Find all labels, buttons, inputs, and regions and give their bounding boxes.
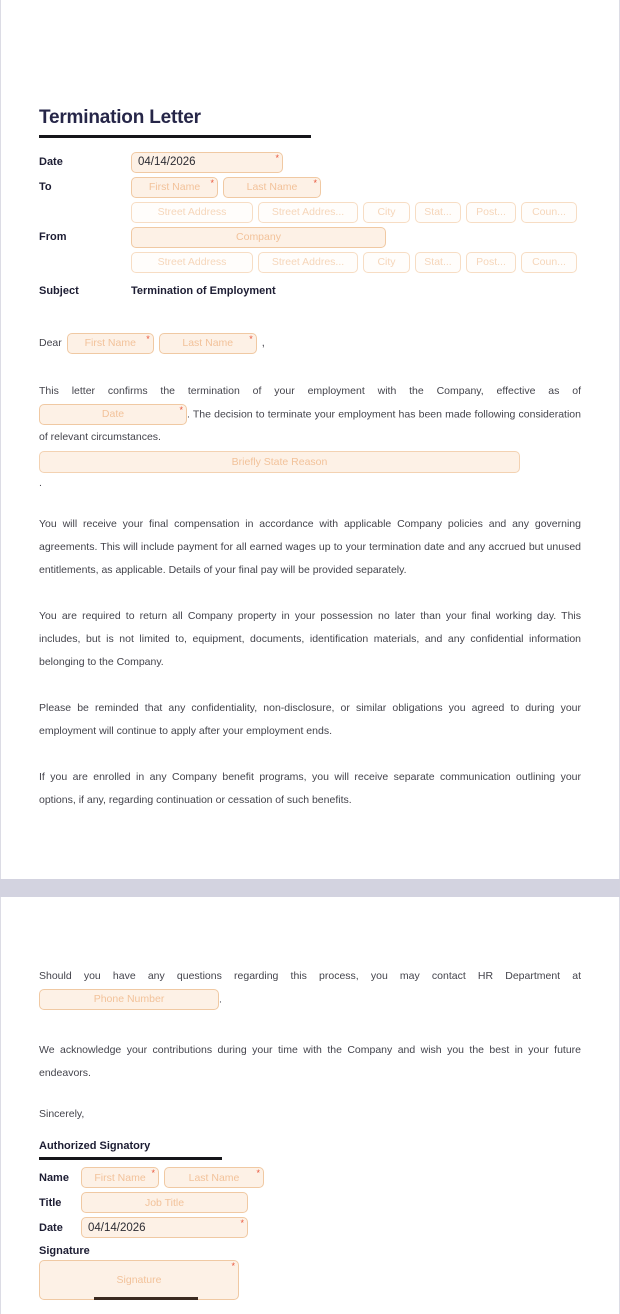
to-first-name-input[interactable] xyxy=(131,177,218,198)
to-street-address-input[interactable]: Street Address xyxy=(131,202,253,223)
from-street-address-2-input[interactable]: Street Addres... xyxy=(258,252,358,273)
date-input-value: 04/14/2026 xyxy=(138,156,196,169)
paragraph-7: We acknowledge your contributions during your time with the Company and wish you the best in your future endeavors. xyxy=(39,1044,581,1080)
paragraph-4: Please be reminded that any confidentiality, non-disclosure, or similar obligations you agreed to during your employment will continue to apply after your employment ends. xyxy=(39,702,581,738)
to-name-group xyxy=(131,177,321,198)
required-marker: * xyxy=(275,152,279,163)
from-company-group xyxy=(131,227,386,248)
signature-row-title xyxy=(39,1192,581,1213)
date-field-group xyxy=(131,152,283,173)
to-address-group xyxy=(131,202,577,223)
signature-block-heading: Authorized Signatory xyxy=(39,1140,151,1153)
field-row-date xyxy=(39,152,581,173)
signatory-last-name-placeholder: Last Name xyxy=(188,1171,240,1184)
signatory-date-group xyxy=(81,1217,248,1238)
phone-field-wrap xyxy=(39,988,219,1011)
to-country-input[interactable]: Coun... xyxy=(521,202,577,223)
title-underline xyxy=(39,135,311,138)
to-postal-code-input[interactable]: Post... xyxy=(466,202,516,223)
signatory-last-name-input[interactable] xyxy=(164,1167,264,1188)
signature-baseline xyxy=(94,1297,198,1300)
signature-row-name xyxy=(39,1167,581,1188)
salutation-last-name-placeholder: Last Name xyxy=(182,337,234,350)
phone-number-input[interactable]: Phone Number xyxy=(39,989,219,1010)
required-marker: * xyxy=(249,333,253,344)
to-last-name-input[interactable] xyxy=(223,177,321,198)
field-row-from-company xyxy=(39,227,581,248)
salutation-prefix: Dear xyxy=(39,337,62,350)
signature-pad[interactable] xyxy=(39,1260,239,1300)
field-row-to-address xyxy=(39,202,581,223)
paragraph-1 xyxy=(39,380,581,449)
signatory-date-value: 04/14/2026 xyxy=(88,1221,146,1234)
paragraph-6-text-after: . xyxy=(219,993,222,1006)
to-street-address-2-input[interactable]: Street Addres... xyxy=(258,202,358,223)
reason-input[interactable]: Briefly State Reason xyxy=(39,451,520,473)
required-marker: * xyxy=(231,1261,235,1272)
field-row-subject xyxy=(39,285,581,297)
label-to: To xyxy=(39,181,52,194)
field-row-to-name xyxy=(39,177,581,198)
signatory-title-group xyxy=(81,1192,248,1213)
from-street-address-input[interactable]: Street Address xyxy=(131,252,253,273)
required-marker: * xyxy=(151,1168,155,1179)
from-state-input[interactable]: Stat... xyxy=(415,252,461,273)
from-postal-code-input[interactable]: Post... xyxy=(466,252,516,273)
date-input[interactable] xyxy=(131,152,283,173)
required-marker: * xyxy=(313,177,317,188)
salutation-last-name-input[interactable] xyxy=(159,333,257,354)
effective-date-field-wrap xyxy=(39,403,187,426)
signatory-date-input[interactable] xyxy=(81,1217,248,1238)
document-page-2 xyxy=(0,897,620,1314)
paragraph-6-text-before: Should you have any questions regarding this process, you may contact HR Department at xyxy=(39,970,581,982)
paragraph-1-text-before: This letter confirms the termination of your employment with the Company, effective as of xyxy=(39,384,581,397)
signatory-name-group xyxy=(81,1167,264,1188)
required-marker: * xyxy=(179,404,183,415)
paragraph-1-text-after: . The decision to terminate your employment has been made following consideration of relevant circumstances. xyxy=(39,408,581,444)
from-city-input[interactable]: City xyxy=(363,252,410,273)
from-address-group xyxy=(131,252,577,273)
signature-row-date xyxy=(39,1217,581,1238)
from-country-input[interactable]: Coun... xyxy=(521,252,577,273)
label-from: From xyxy=(39,231,67,244)
label-subject: Subject xyxy=(39,284,79,297)
salutation-row xyxy=(39,333,581,354)
label-signatory-date: Date xyxy=(39,1221,63,1234)
salutation-comma: , xyxy=(261,337,265,350)
signatory-first-name-input[interactable] xyxy=(81,1167,159,1188)
required-marker: * xyxy=(146,333,150,344)
closing-line: Sincerely, xyxy=(39,1108,85,1121)
signatory-job-title-input[interactable]: Job Title xyxy=(81,1192,248,1213)
to-state-input[interactable]: Stat... xyxy=(415,202,461,223)
label-signatory-name: Name xyxy=(39,1171,69,1184)
from-company-input[interactable]: Company xyxy=(131,227,386,248)
required-marker: * xyxy=(210,177,214,188)
signature-block-underline xyxy=(39,1157,222,1160)
field-row-from-address xyxy=(39,252,581,273)
effective-date-placeholder: Date xyxy=(101,407,125,420)
to-last-name-placeholder: Last Name xyxy=(246,181,298,194)
to-first-name-placeholder: First Name xyxy=(148,181,201,194)
to-city-input[interactable]: City xyxy=(363,202,410,223)
paragraph-2: You will receive your final compensation in accordance with applicable Company policies and any governing agreements. This will include payment for all earned wages up to your termination date and any accrued but unused entitlements, as applicable. Details of your final pay will be provided separately. xyxy=(39,518,581,577)
label-date: Date xyxy=(39,156,63,169)
required-marker: * xyxy=(256,1168,260,1179)
label-signature: Signature xyxy=(39,1245,90,1258)
salutation-first-name-input[interactable] xyxy=(67,333,154,354)
label-signatory-title: Title xyxy=(39,1196,62,1209)
page-title: Termination Letter xyxy=(39,107,201,128)
reason-field-row xyxy=(39,451,581,491)
paragraph-6 xyxy=(39,965,581,1011)
signature-placeholder: Signature xyxy=(116,1274,162,1287)
signatory-first-name-placeholder: First Name xyxy=(94,1171,146,1184)
paragraph-3: You are required to return all Company property in your possession no later than your final working day. This includes, but is not limited to, equipment, documents, identification materials, and any confidential information belonging to the Company. xyxy=(39,610,581,669)
required-marker: * xyxy=(240,1218,244,1229)
effective-date-input[interactable] xyxy=(39,404,187,425)
reason-period: . xyxy=(39,477,42,490)
page-break-divider xyxy=(0,879,620,897)
salutation-first-name-placeholder: First Name xyxy=(84,337,136,350)
paragraph-5: If you are enrolled in any Company benefit programs, you will receive separate communication outlining your options, if any, regarding continuation or cessation of such benefits. xyxy=(39,771,581,807)
subject-value: Termination of Employment xyxy=(131,284,276,297)
